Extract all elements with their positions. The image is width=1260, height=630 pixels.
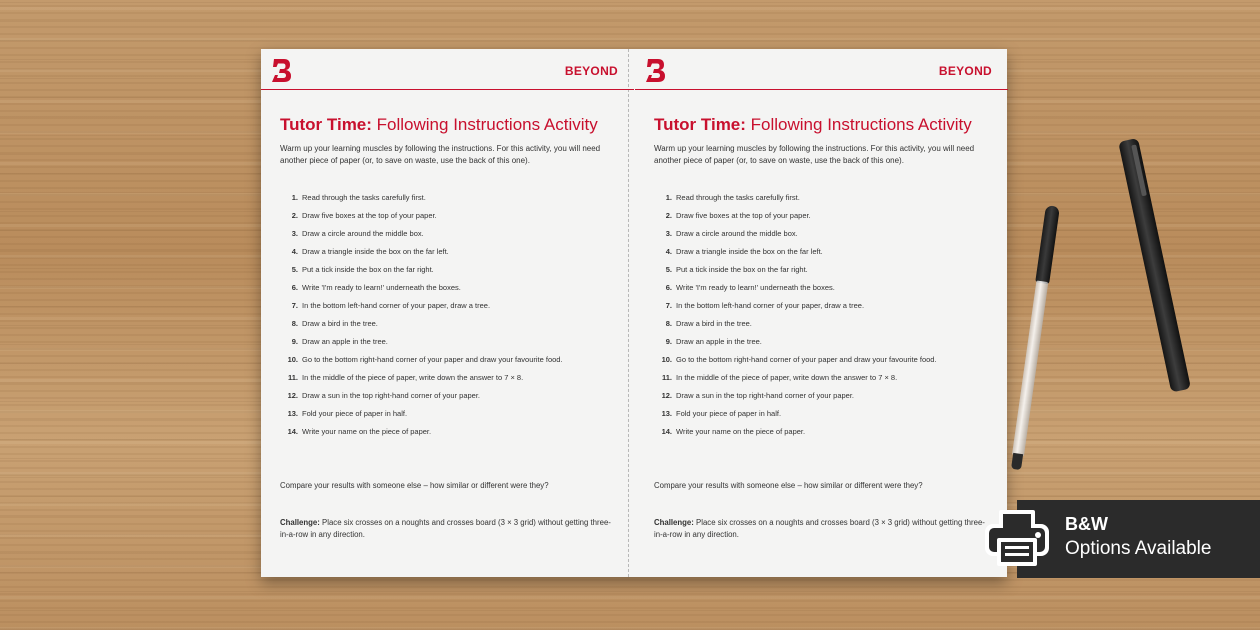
list-item: 11. In the middle of the piece of paper, write down the answer to 7 × 8. [287,373,524,382]
list-item: 7. In the bottom left-hand corner of your paper, draw a tree. [665,301,865,310]
ballpoint-pen [1009,205,1060,470]
instruction-list [654,192,986,444]
brand-name: BEYOND [564,64,618,78]
list-item: 3. Draw a circle around the middle box. [665,229,798,238]
list-item: 12. Draw a sun in the top right-hand corner of your paper. [661,391,855,400]
pen-cap [1035,205,1060,284]
list-item: 13. Fold your piece of paper in half. [661,409,782,418]
list-item: 14. Write your name on the piece of paper. [287,427,432,436]
worksheet-page-left [261,49,634,577]
list-item: 1. Read through the tasks carefully first. [665,193,800,202]
worksheet-sheet [261,49,1007,577]
page-header [261,49,634,90]
list-item: 4. Draw a triangle inside the box on the far left. [291,247,449,256]
list-item: 2. Draw five boxes at the top of your paper. [665,211,811,220]
bw-options-badge [1017,500,1260,578]
list-item: 5. Put a tick inside the box on the far right. [665,265,808,274]
challenge-text: Challenge: Place six crosses on a noughts and crosses board (3 × 3 grid) without getting three-in-a-row in any direction. [654,518,985,539]
beyond-logo-icon [269,57,293,83]
black-pen [1118,138,1191,393]
list-item: 14. Write your name on the piece of paper. [661,427,806,436]
list-item: 2. Draw five boxes at the top of your paper. [291,211,437,220]
list-item: 4. Draw a triangle inside the box on the far left. [665,247,823,256]
worksheet-intro: Warm up your learning muscles by following the instructions. For this activity, you will need another piece of paper (or, to save on waste, use the back of this one). [654,144,975,165]
challenge-text: Challenge: Place six crosses on a noughts and crosses board (3 × 3 grid) without getting three-in-a-row in any direction. [280,518,611,539]
list-item: 1. Read through the tasks carefully first. [291,193,426,202]
badge-subtitle: Options Available [1065,538,1212,559]
list-item: 8. Draw a bird in the tree. [291,319,378,328]
list-item: 13. Fold your piece of paper in half. [287,409,408,418]
worksheet-intro: Warm up your learning muscles by following the instructions. For this activity, you will need another piece of paper (or, to save on waste, use the back of this one). [280,144,601,165]
printer-icon-wrap [983,508,1051,568]
badge-title: B&W [1065,514,1108,534]
brand-name: BEYOND [938,64,992,78]
list-item: 3. Draw a circle around the middle box. [291,229,424,238]
beyond-logo-icon [643,57,667,83]
list-item: 10. Go to the bottom right-hand corner of your paper and draw your favourite food. [287,355,563,364]
compare-text: Compare your results with someone else – how similar or different were they? [280,481,549,490]
compare-text: Compare your results with someone else – how similar or different were they? [654,481,923,490]
pen-body [1118,138,1191,393]
list-item: 11. In the middle of the piece of paper, write down the answer to 7 × 8. [661,373,898,382]
pen-tail [1011,453,1023,470]
worksheet-page-right [635,49,1008,577]
worksheet-title: Tutor Time: Following Instructions Activity [280,115,598,134]
page-header [635,49,1008,90]
list-item: 12. Draw a sun in the top right-hand corner of your paper. [287,391,481,400]
list-item: 7. In the bottom left-hand corner of your paper, draw a tree. [291,301,491,310]
pen-barrel [1012,280,1048,456]
list-item: 9. Draw an apple in the tree. [665,337,762,346]
list-item: 6. Write 'I'm ready to learn!' underneath the boxes. [291,283,461,292]
list-item: 8. Draw a bird in the tree. [665,319,752,328]
printer-icon [983,508,1051,568]
list-item: 10. Go to the bottom right-hand corner of your paper and draw your favourite food. [661,355,937,364]
worksheet-title: Tutor Time: Following Instructions Activity [654,115,972,134]
instruction-list [280,192,612,444]
list-item: 5. Put a tick inside the box on the far right. [291,265,434,274]
list-item: 9. Draw an apple in the tree. [291,337,388,346]
list-item: 6. Write 'I'm ready to learn!' underneath the boxes. [665,283,835,292]
